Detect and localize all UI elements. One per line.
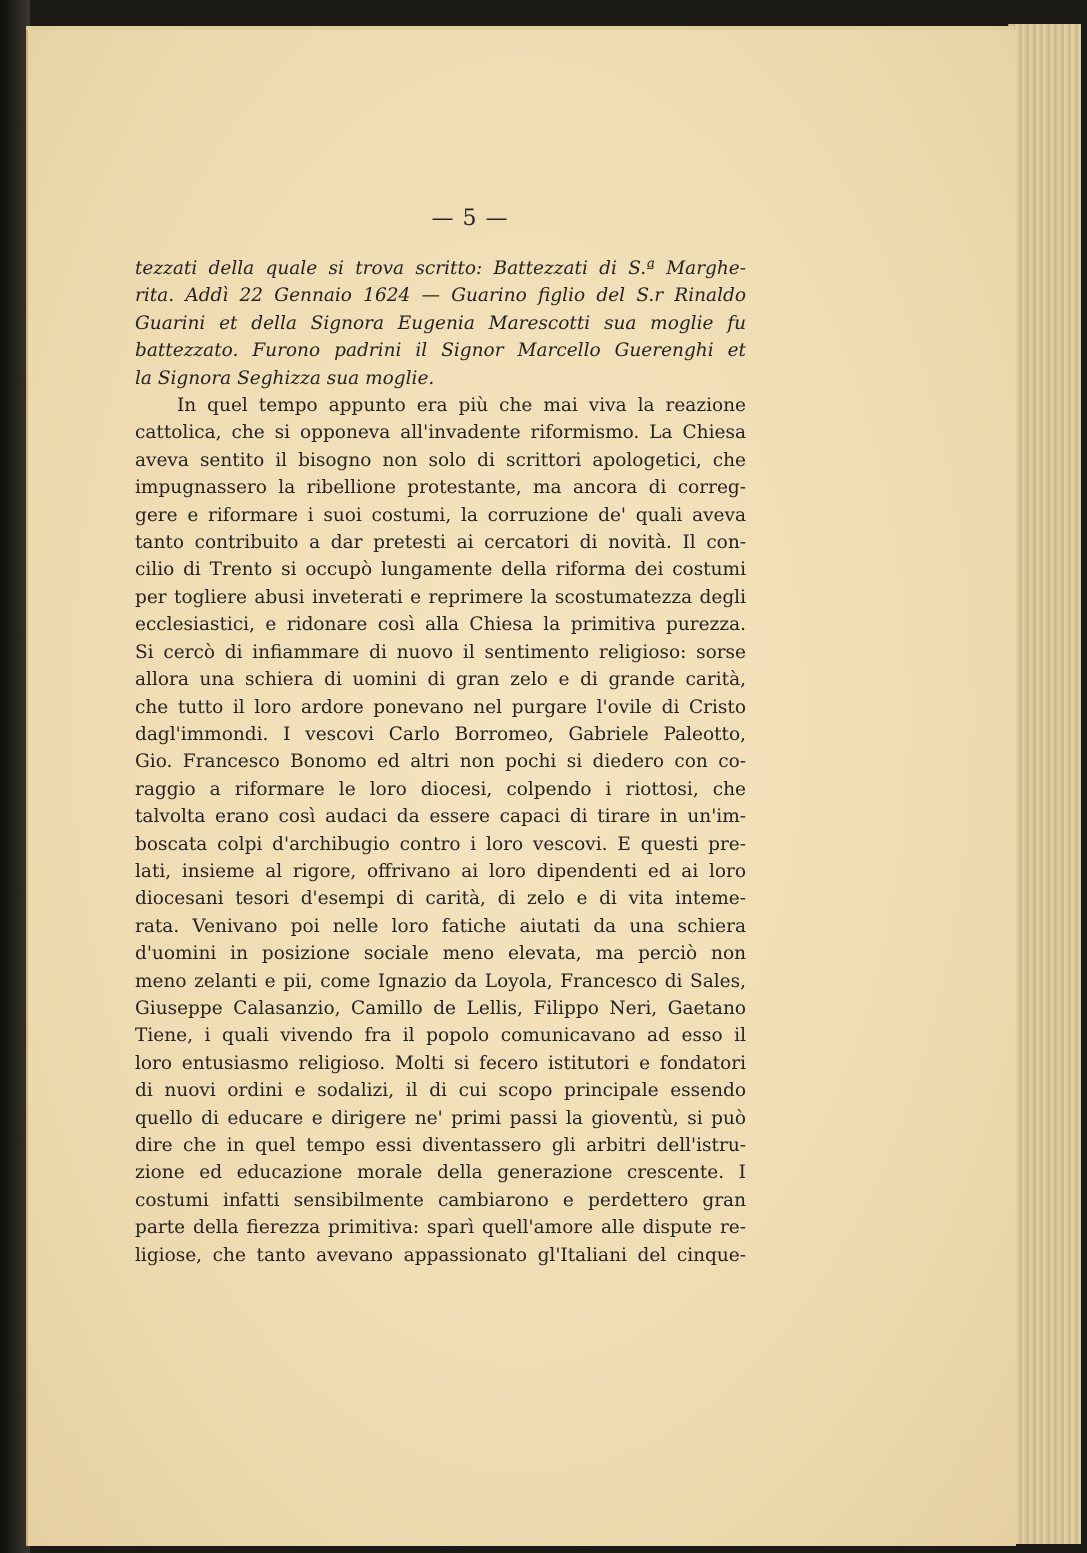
- text-line: impugnassero la ribellione protestante, ma ancora di correg-: [135, 477, 746, 499]
- text-line: quello di educare e dirigere ne' primi passi la gioventù, si può: [135, 1107, 746, 1129]
- text-line: Gio. Francesco Bonomo ed altri non pochi si diedero con co-: [135, 751, 746, 773]
- text-line: boscata colpi d'archibugio contro i loro vescovi. E questi pre-: [135, 833, 746, 855]
- text-line: rita. Addì 22 Gennaio 1624 — Guarino figlio del S.r Rinaldo: [135, 285, 746, 307]
- text-line: diocesani tesori d'esempi di carità, di zelo e di vita inteme-: [135, 888, 746, 910]
- text-line: tezzati della quale si trova scritto: Battezzati di S.ª Marghe-: [135, 258, 746, 279]
- text-line: aveva sentito il bisogno non solo di scrittori apologetici, che: [135, 449, 746, 471]
- text-line: la Signora Seghizza sua moglie.: [135, 367, 435, 389]
- page-number: — 5 —: [431, 206, 509, 231]
- text-line: talvolta erano così audaci da essere capaci di tirare in un'im-: [135, 806, 746, 828]
- text-line: loro entusiasmo religioso. Molti si fecero istitutori e fondatori: [135, 1052, 746, 1074]
- text-line: dagl'immondi. I vescovi Carlo Borromeo, Gabriele Paleotto,: [135, 723, 746, 745]
- text-line: che tutto il loro ardore ponevano nel purgare l'ovile di Cristo: [135, 696, 746, 718]
- text-line: allora una schiera di uomini di gran zelo e di grande carità,: [135, 669, 746, 691]
- page-edges: [1008, 24, 1081, 1544]
- text-line: cilio di Trento si occupò lungamente della riforma dei costumi: [135, 559, 746, 581]
- text-line: dire che in quel tempo essi diventassero gli arbitri dell'istru-: [135, 1135, 746, 1156]
- text-line: d'uomini in posizione sociale meno elevata, ma perciò non: [135, 943, 746, 965]
- text-line: gere e riformare i suoi costumi, la corruzione de' quali aveva: [135, 504, 746, 526]
- text-line: Si cercò di infiammare di nuovo il sentimento religioso: sorse: [135, 641, 746, 663]
- text-line: battezzato. Furono padrini il Signor Marcello Guerenghi et: [135, 340, 746, 362]
- text-line: rata. Venivano poi nelle loro fatiche aiutati da una schiera: [135, 915, 746, 937]
- text-line: costumi infatti sensibilmente cambiarono e perdettero gran: [135, 1189, 746, 1211]
- text-line: lati, insieme al rigore, offrivano ai loro dipendenti ed ai loro: [135, 860, 746, 882]
- text-line: per togliere abusi inveterati e reprimere la scostumatezza degli: [135, 586, 746, 608]
- text-line: ecclesiastici, e ridonare così alla Chiesa la primitiva purezza.: [135, 614, 746, 636]
- text-line: parte della fierezza primitiva: sparì quell'amore alle dispute re-: [135, 1217, 746, 1239]
- text-line: tanto contribuito a dar pretesti ai cercatori di novità. Il con-: [135, 532, 746, 554]
- text-line: Tiene, i quali vivendo fra il popolo comunicavano ad esso il: [135, 1025, 746, 1047]
- text-line: Giuseppe Calasanzio, Camillo de Lellis, Filippo Neri, Gaetano: [135, 997, 746, 1019]
- text-line: zione ed educazione morale della generazione crescente. I: [135, 1162, 746, 1184]
- text-line: cattolica, che si opponeva all'invadente riformismo. La Chiesa: [135, 422, 746, 444]
- body-text: [135, 255, 746, 1269]
- text-line: meno zelanti e pii, come Ignazio da Loyola, Francesco di Sales,: [135, 970, 746, 992]
- text-line: Guarini et della Signora Eugenia Marescotti sua moglie fu: [135, 312, 746, 334]
- text-line: ligiose, che tanto avevano appassionato gl'Italiani del cinque-: [135, 1244, 746, 1266]
- paragraph-start: In quel tempo appunto era più che mai viva la reazione: [177, 395, 746, 417]
- text-line: raggio a riformare le loro diocesi, colpendo i riottosi, che: [135, 778, 746, 800]
- text-line: di nuovi ordini e sodalizi, il di cui scopo principale essendo: [135, 1080, 746, 1102]
